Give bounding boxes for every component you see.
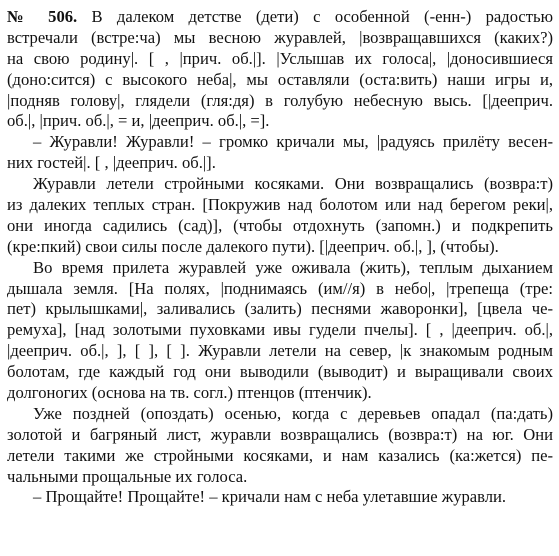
- text-line: |подняв голову|, глядели (гля:дя) в голубую небесную высь. [|дееприч.: [7, 90, 553, 110]
- text-line: Журавли летели стройными косяками. Они возвращались (возвра:т): [33, 174, 553, 194]
- text-line: они иногда садились (сад)], (чтобы отдохнуть (запомн.) и подкрепить: [7, 215, 553, 235]
- text-line: дышала земля. [На полях, |поднимаясь (им//я) в небо|, |трепеща (тре:: [7, 278, 553, 298]
- text-line: (доно:сится) с высокого неба|, мы оставляли (оста:вить) наши игры и,: [7, 69, 553, 89]
- text-line: – Прощайте! Прощайте! – кричали нам с неба улетавшие журавли.: [33, 487, 507, 507]
- paragraph-6: [7, 487, 553, 508]
- text-line: чальными прощальные их голоса.: [7, 466, 248, 486]
- text-line-content: В далеком детстве (дети) с особенной (-енн-) радостью: [91, 7, 553, 26]
- text-line: об.|, |прич. об.|, = и, |дееприч. об.|, =].: [7, 111, 270, 131]
- paragraph-1: [7, 7, 553, 132]
- text-line: [7, 7, 553, 28]
- text-line: ремуха], [над золотыми пуховками ивы гудели пчелы]. [ , |дееприч. об.|,: [7, 320, 553, 340]
- paragraph-5: [7, 404, 553, 488]
- paragraph-3: [7, 174, 553, 258]
- text-line: из далеких теплых стран. [Покружив над болотом или над берегом реки|,: [7, 195, 553, 215]
- text-line: долгоногих (основа на тв. согл.) птенцов (птенчик).: [7, 383, 372, 403]
- text-line: золотой и багряный лист, журавли возвращались (возвра:т) на юг. Они: [7, 424, 553, 444]
- text-line: на свою родину|. [ , |прич. об.|]. |Услышав их голоса|, |доносившиеся: [7, 48, 553, 68]
- text-line: Уже поздней (опоздать) осенью, когда с деревьев опадал (па:дать): [33, 403, 553, 423]
- text-line: Во время прилета журавлей уже оживала (жить), теплым дыханием: [33, 257, 553, 277]
- paragraph-4: [7, 258, 553, 404]
- text-line: – Журавли! Журавли! – громко кричали мы, |радуясь прилёту весен-: [33, 132, 553, 152]
- text-line: болотам, где каждый год они выводили (выводит) и выращивали своих: [7, 362, 553, 382]
- text-line: летели такими же стройными косяками, и нам казались (ка:жется) пе-: [7, 445, 553, 465]
- text-line: |дееприч. об.|, ], [ ], [ ]. Журавли летели на север, |к знакомым родным: [7, 341, 553, 361]
- text-line: (кре:пкий) свои силы после далекого пути). [|дееприч. об.|, ], (чтобы).: [7, 236, 499, 256]
- text-line: них гостей|. [ , |дееприч. об.|].: [7, 153, 216, 173]
- paragraph-2: [7, 132, 553, 174]
- text-line: пет) крылышками|, заливались (залить) песнями жаворонки], [цвела че-: [7, 299, 553, 319]
- exercise-number: № 506.: [7, 7, 78, 26]
- text-line: встречали (встре:ча) мы весною журавлей, |возвращавшихся (каких?): [7, 27, 553, 47]
